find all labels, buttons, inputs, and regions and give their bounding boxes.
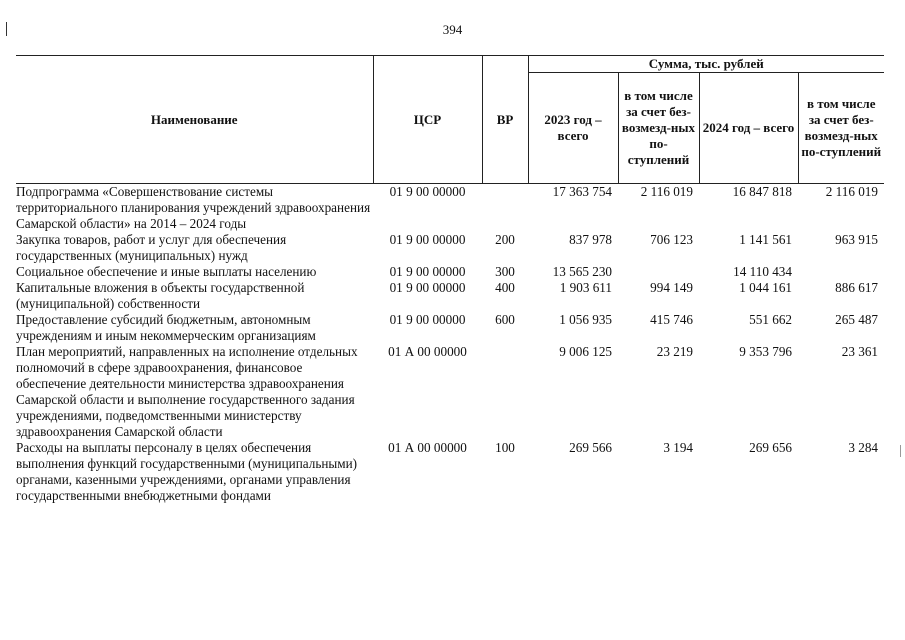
column-header-2024-total: 2024 год – всего <box>699 73 798 184</box>
row-csr: 01 9 00 00000 <box>389 280 466 295</box>
row-2023-total: 1 056 935 <box>559 312 612 327</box>
row-2024-free <box>798 264 884 280</box>
table-row <box>16 280 884 312</box>
table-row <box>16 184 884 233</box>
row-name: Предоставление субсидий бюджетным, автономным учреждениям и иным некоммерческим организациям <box>16 312 316 343</box>
row-2023-free: 3 194 <box>663 440 693 455</box>
column-header-2023-total: 2023 год – всего <box>528 73 618 184</box>
row-name: Подпрограмма «Совершенствование системы территориального планирования учреждений здравоохранения Самарской области» на 2014 – 2024 годы <box>16 184 371 231</box>
row-vr: 100 <box>495 440 515 455</box>
column-header-vr: ВР <box>482 56 528 184</box>
row-2024-free: 23 361 <box>841 344 878 359</box>
row-2023-total: 269 566 <box>569 440 612 455</box>
row-2023-total: 1 903 611 <box>559 280 612 295</box>
row-2024-total: 269 656 <box>749 440 792 455</box>
row-vr: 200 <box>495 232 515 247</box>
column-header-2023-free: в том числе за счет без-возмезд-ных по-ступлений <box>618 73 699 184</box>
row-2023-free: 415 746 <box>650 312 693 327</box>
page-number: 394 <box>442 22 463 37</box>
row-name: План мероприятий, направленных на исполнение отдельных полномочий в сфере здравоохранения, финансовое обеспечение деятельности министерства здравоохранения Самарской области и выполнение государственного задания учреждениями, подведомственными министерству здравоохранения Самарской области <box>16 344 358 439</box>
row-2023-total: 837 978 <box>569 232 612 247</box>
row-2024-free: 886 617 <box>835 280 878 295</box>
row-vr: 300 <box>495 264 515 279</box>
row-2023-free: 994 149 <box>650 280 693 295</box>
row-2024-total: 14 110 434 <box>733 264 792 279</box>
column-header-csr: ЦСР <box>373 56 482 184</box>
row-2023-total: 9 006 125 <box>559 344 612 359</box>
budget-table <box>16 55 884 504</box>
table-body <box>16 184 884 505</box>
row-2024-total: 9 353 796 <box>739 344 792 359</box>
table-row <box>16 232 884 264</box>
row-2024-free: 963 915 <box>835 232 878 247</box>
row-2024-total: 1 141 561 <box>739 232 792 247</box>
row-csr: 01 9 00 00000 <box>389 312 466 327</box>
row-2023-free: 706 123 <box>650 232 693 247</box>
scan-edge-mark <box>900 445 901 457</box>
row-2024-free: 265 487 <box>835 312 878 327</box>
row-csr: 01 А 00 00000 <box>388 440 467 455</box>
row-vr: 400 <box>495 280 515 295</box>
row-name: Расходы на выплаты персоналу в целях обеспечения выполнения функций государственными (муниципальными) органами, казенными учреждениями, органами управления государственными внебюджетными фондами <box>16 440 358 503</box>
row-vr: 600 <box>495 312 515 327</box>
row-csr: 01 9 00 00000 <box>389 232 466 247</box>
row-2023-free: 2 116 019 <box>640 184 693 199</box>
table-header <box>16 56 884 184</box>
row-2024-total: 16 847 818 <box>732 184 792 199</box>
row-name: Капитальные вложения в объекты государственной (муниципальной) собственности <box>16 280 305 311</box>
row-vr <box>482 344 528 440</box>
column-header-name: Наименование <box>16 56 373 184</box>
row-2024-free: 2 116 019 <box>825 184 878 199</box>
table-row <box>16 264 884 280</box>
row-name: Социальное обеспечение и иные выплаты населению <box>16 264 317 279</box>
row-2024-total: 1 044 161 <box>739 280 792 295</box>
row-2023-total: 17 363 754 <box>552 184 612 199</box>
row-vr <box>482 184 528 233</box>
table-row <box>16 440 884 504</box>
table-row <box>16 344 884 440</box>
row-csr: 01 9 00 00000 <box>389 264 466 279</box>
row-csr: 01 А 00 00000 <box>388 344 467 359</box>
row-name: Закупка товаров, работ и услуг для обеспечения государственных (муниципальных) нужд <box>16 232 287 263</box>
row-2024-total: 551 662 <box>749 312 792 327</box>
row-2023-free: 23 219 <box>656 344 693 359</box>
row-csr: 01 9 00 00000 <box>389 184 466 199</box>
row-2023-free <box>618 264 699 280</box>
column-header-2024-free: в том числе за счет без-возмезд-ных по-ступлений <box>798 73 884 184</box>
table-row <box>16 312 884 344</box>
column-header-sum-group: Сумма, тыс. рублей <box>528 56 884 73</box>
row-2023-total: 13 565 230 <box>552 264 612 279</box>
row-2024-free: 3 284 <box>848 440 878 455</box>
